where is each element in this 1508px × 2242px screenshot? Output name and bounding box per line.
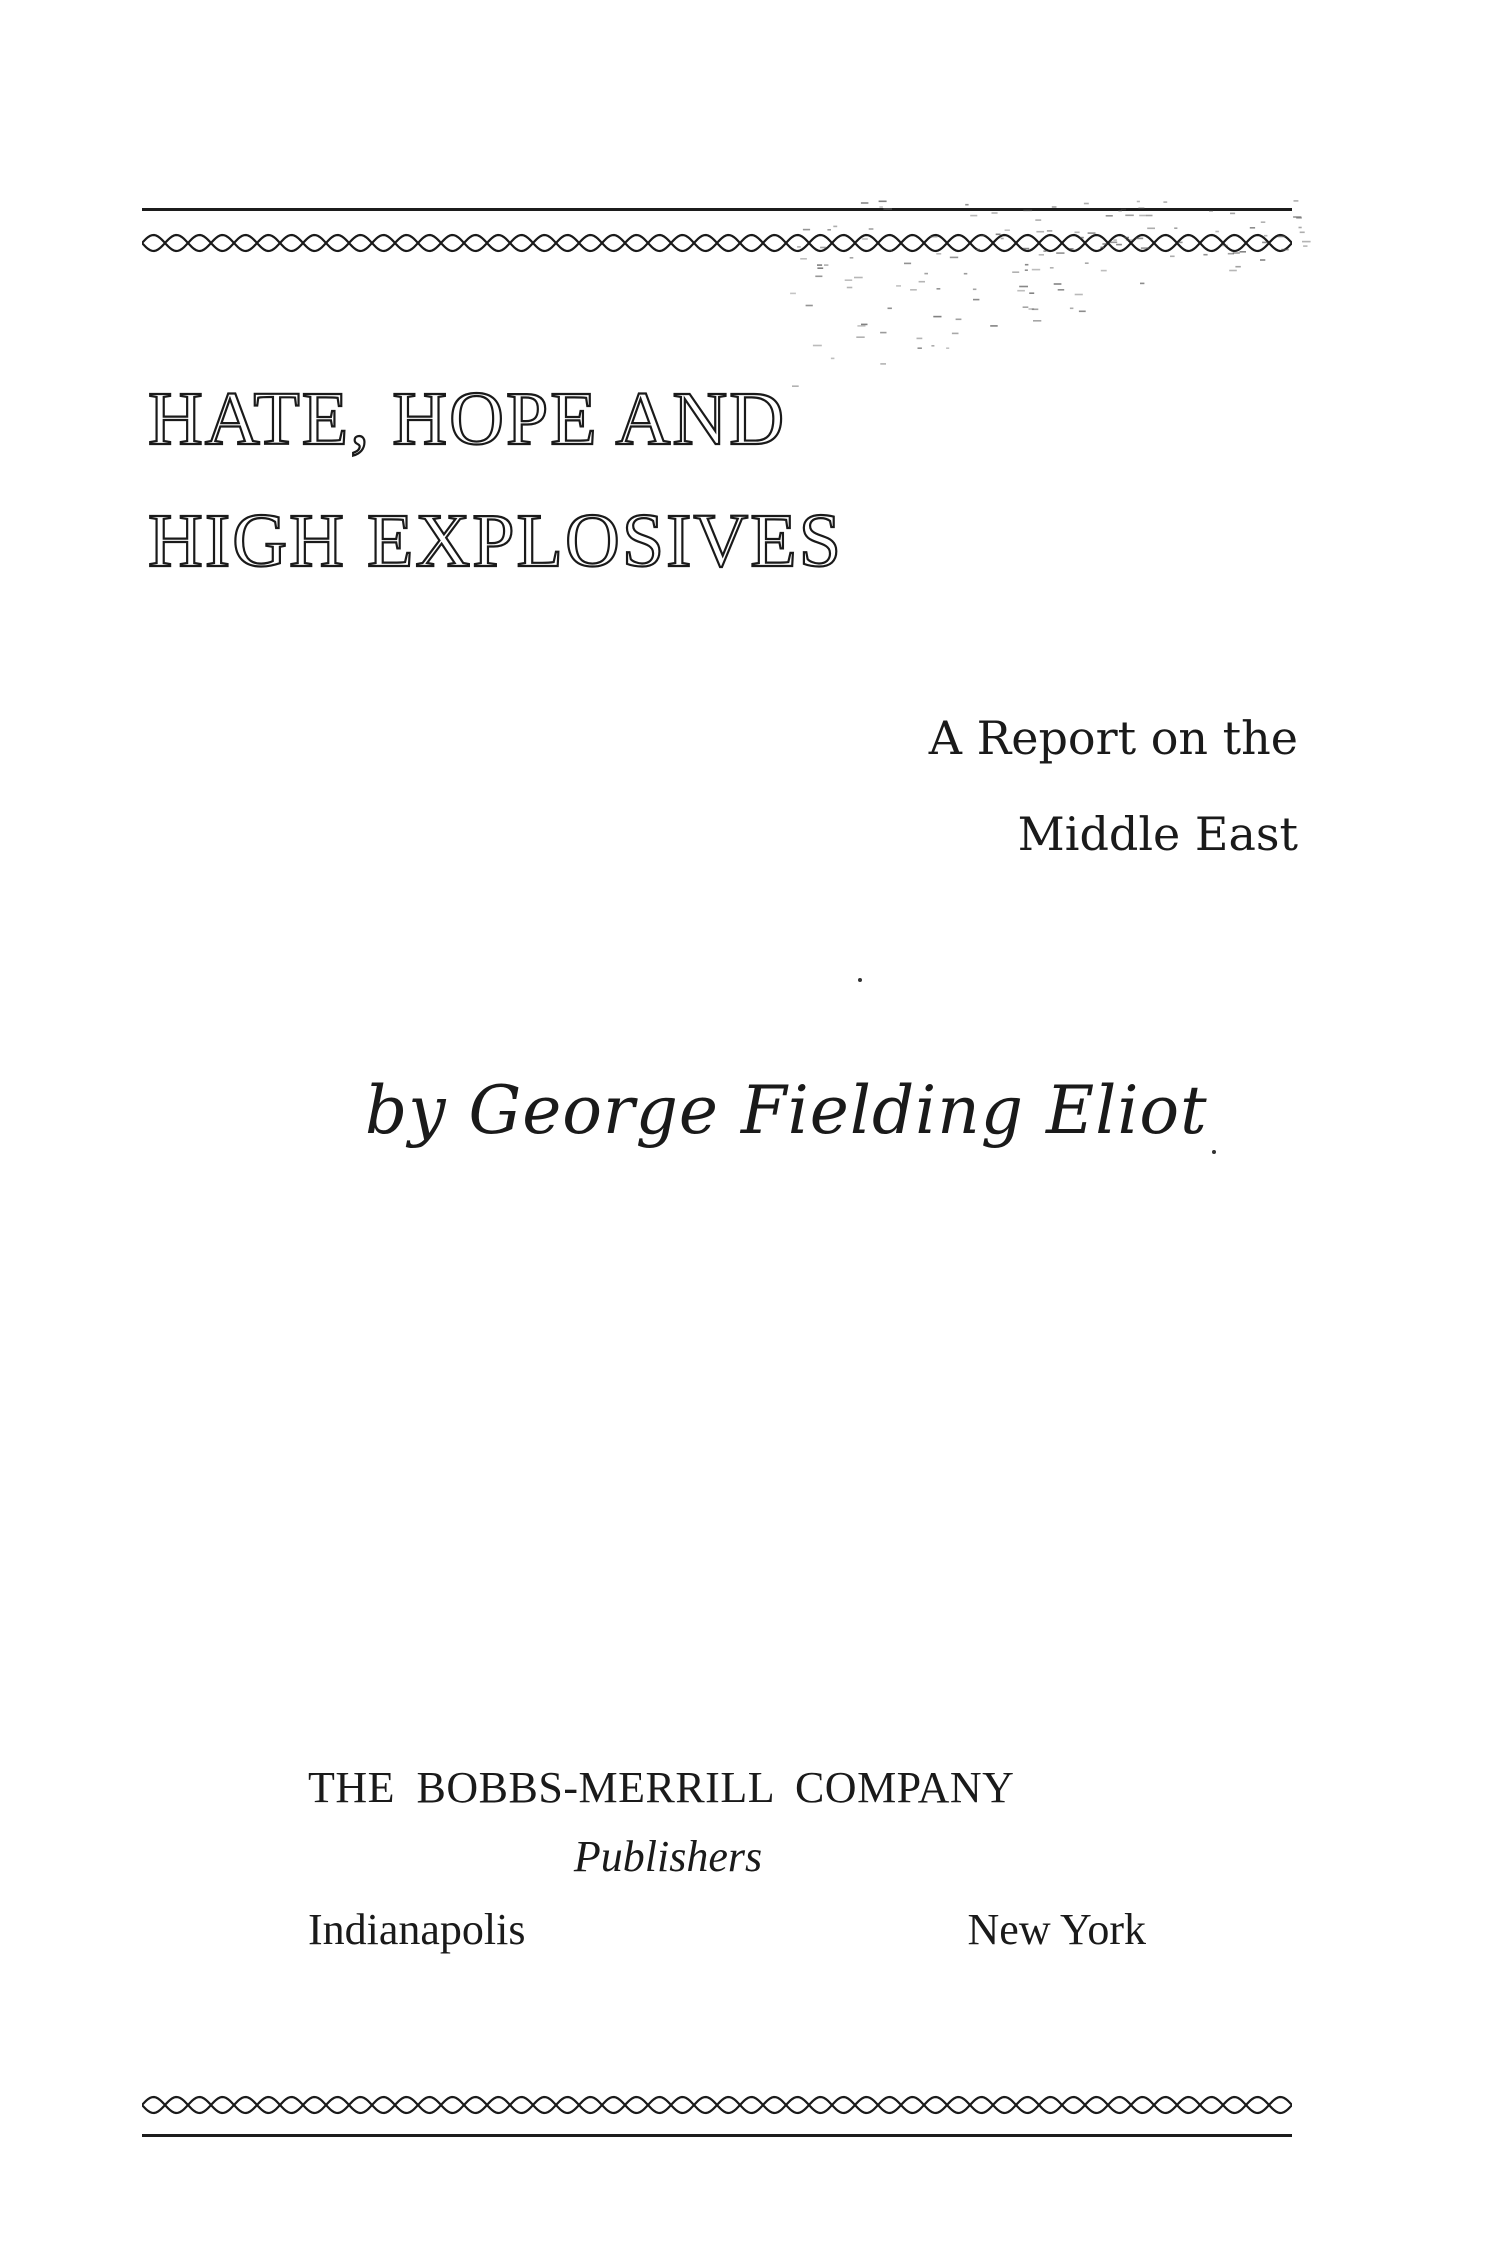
publisher-city-left: Indianapolis	[308, 1905, 526, 1954]
book-title-line-2: HIGH EXPLOSIVES	[148, 499, 843, 583]
book-title-line-1: HATE, HOPE AND	[148, 377, 787, 461]
stray-mark	[858, 978, 862, 982]
publisher-block	[308, 1762, 1148, 1955]
book-subtitle	[929, 690, 1298, 882]
author-line: by George Fielding Eliot	[365, 1072, 1208, 1149]
publisher-role: Publishers	[573, 1832, 763, 1881]
bottom-rule	[142, 2134, 1292, 2137]
publisher-cities	[308, 1904, 1146, 1955]
book-subtitle-line-2: Middle East	[1017, 807, 1298, 861]
stray-mark	[1212, 1150, 1216, 1154]
book-subtitle-line-1: A Report on the	[928, 711, 1298, 765]
publisher-name: THE BOBBS-MERRILL COMPANY	[308, 1763, 1015, 1812]
book-title	[148, 358, 1048, 602]
publisher-city-right: New York	[967, 1905, 1146, 1954]
bottom-wave-ornament	[142, 2084, 1292, 2126]
